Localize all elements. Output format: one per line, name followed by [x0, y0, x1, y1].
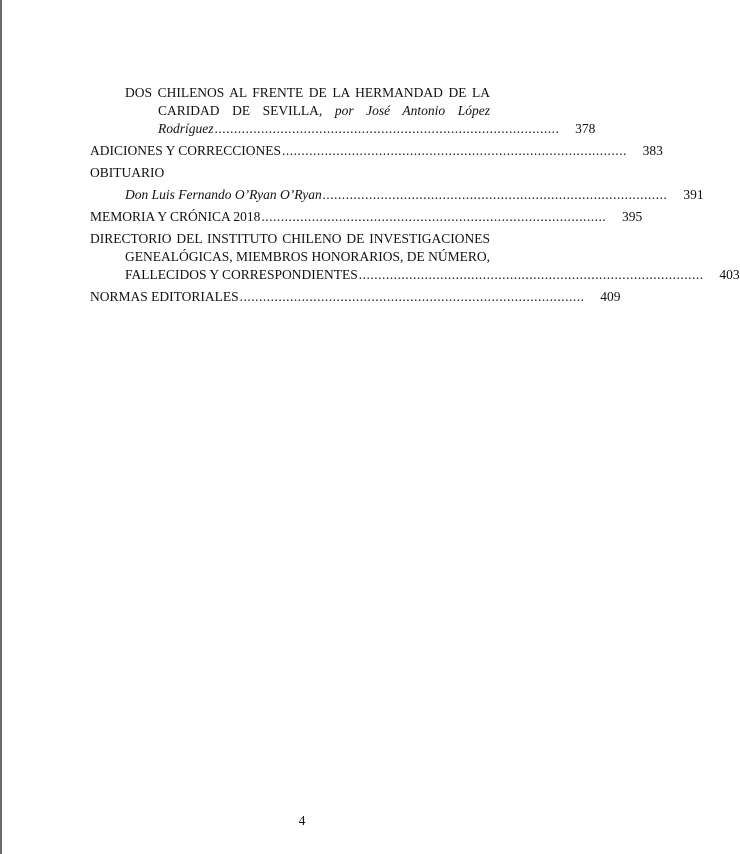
toc-entry-leader-row [90, 208, 643, 226]
toc-entry-oryan[interactable] [90, 186, 704, 204]
toc-entry-dos-chilenos[interactable] [90, 84, 596, 138]
toc-entry-directorio[interactable] [90, 230, 740, 284]
toc-page-number: 391 [683, 187, 704, 202]
toc-section-heading: OBITUARIO [90, 165, 165, 180]
toc-entry-title-line: DOS CHILENOS AL FRENTE DE LA HERMANDAD DE LA [125, 85, 490, 100]
toc-entry-title: ADICIONES Y CORRECCIONES [90, 143, 282, 158]
dot-leader: ......................................................................................... [261, 209, 607, 224]
table-of-contents [90, 84, 740, 310]
page-number: 4 [298, 813, 306, 828]
toc-entry-leader-row [90, 288, 621, 306]
toc-page-number: 395 [622, 209, 643, 224]
toc-page-number: 409 [600, 289, 621, 304]
toc-entry-leader-row [90, 120, 596, 138]
page-edge-rule [0, 0, 2, 854]
toc-entry-title-line [90, 102, 526, 120]
toc-entry-leader-row [90, 186, 704, 204]
toc-page-number: 378 [575, 121, 596, 136]
dot-leader: ......................................................................................... [239, 289, 585, 304]
toc-page-number: 383 [642, 143, 663, 158]
toc-entry-title-line: DIRECTORIO DEL INSTITUTO CHILENO DE INVESTIGACIONES [90, 231, 490, 246]
toc-entry-memoria[interactable] [90, 208, 643, 226]
dot-leader: ......................................................................................... [322, 187, 668, 202]
toc-entry-author: por José Antonio López [322, 103, 490, 118]
dot-leader: ......................................................................................... [282, 143, 627, 158]
toc-entry-title-line: FALLECIDOS Y CORRESPONDIENTES [125, 267, 358, 282]
toc-entry-author-surname: Rodríguez [158, 121, 214, 136]
toc-entry-title: MEMORIA Y CRÓNICA 2018 [90, 209, 261, 224]
toc-entry-adiciones[interactable] [90, 142, 663, 160]
toc-entry-leader-row [90, 266, 740, 284]
toc-section-obituario [90, 164, 526, 182]
toc-entry-title-part: CARIDAD DE SEVILLA, [158, 103, 323, 118]
toc-entry-normas[interactable] [90, 288, 621, 306]
dot-leader: ......................................................................................... [358, 267, 704, 282]
toc-entry-title-line: GENEALÓGICAS, MIEMBROS HONORARIOS, DE NÚMERO, [125, 249, 490, 264]
toc-entry-title: NORMAS EDITORIALES [90, 289, 239, 304]
toc-page-number: 403 [719, 267, 740, 282]
toc-entry-leader-row [90, 142, 663, 160]
toc-entry-title: Don Luis Fernando O’Ryan O’Ryan [125, 187, 322, 202]
dot-leader: ......................................................................................... [214, 121, 560, 136]
